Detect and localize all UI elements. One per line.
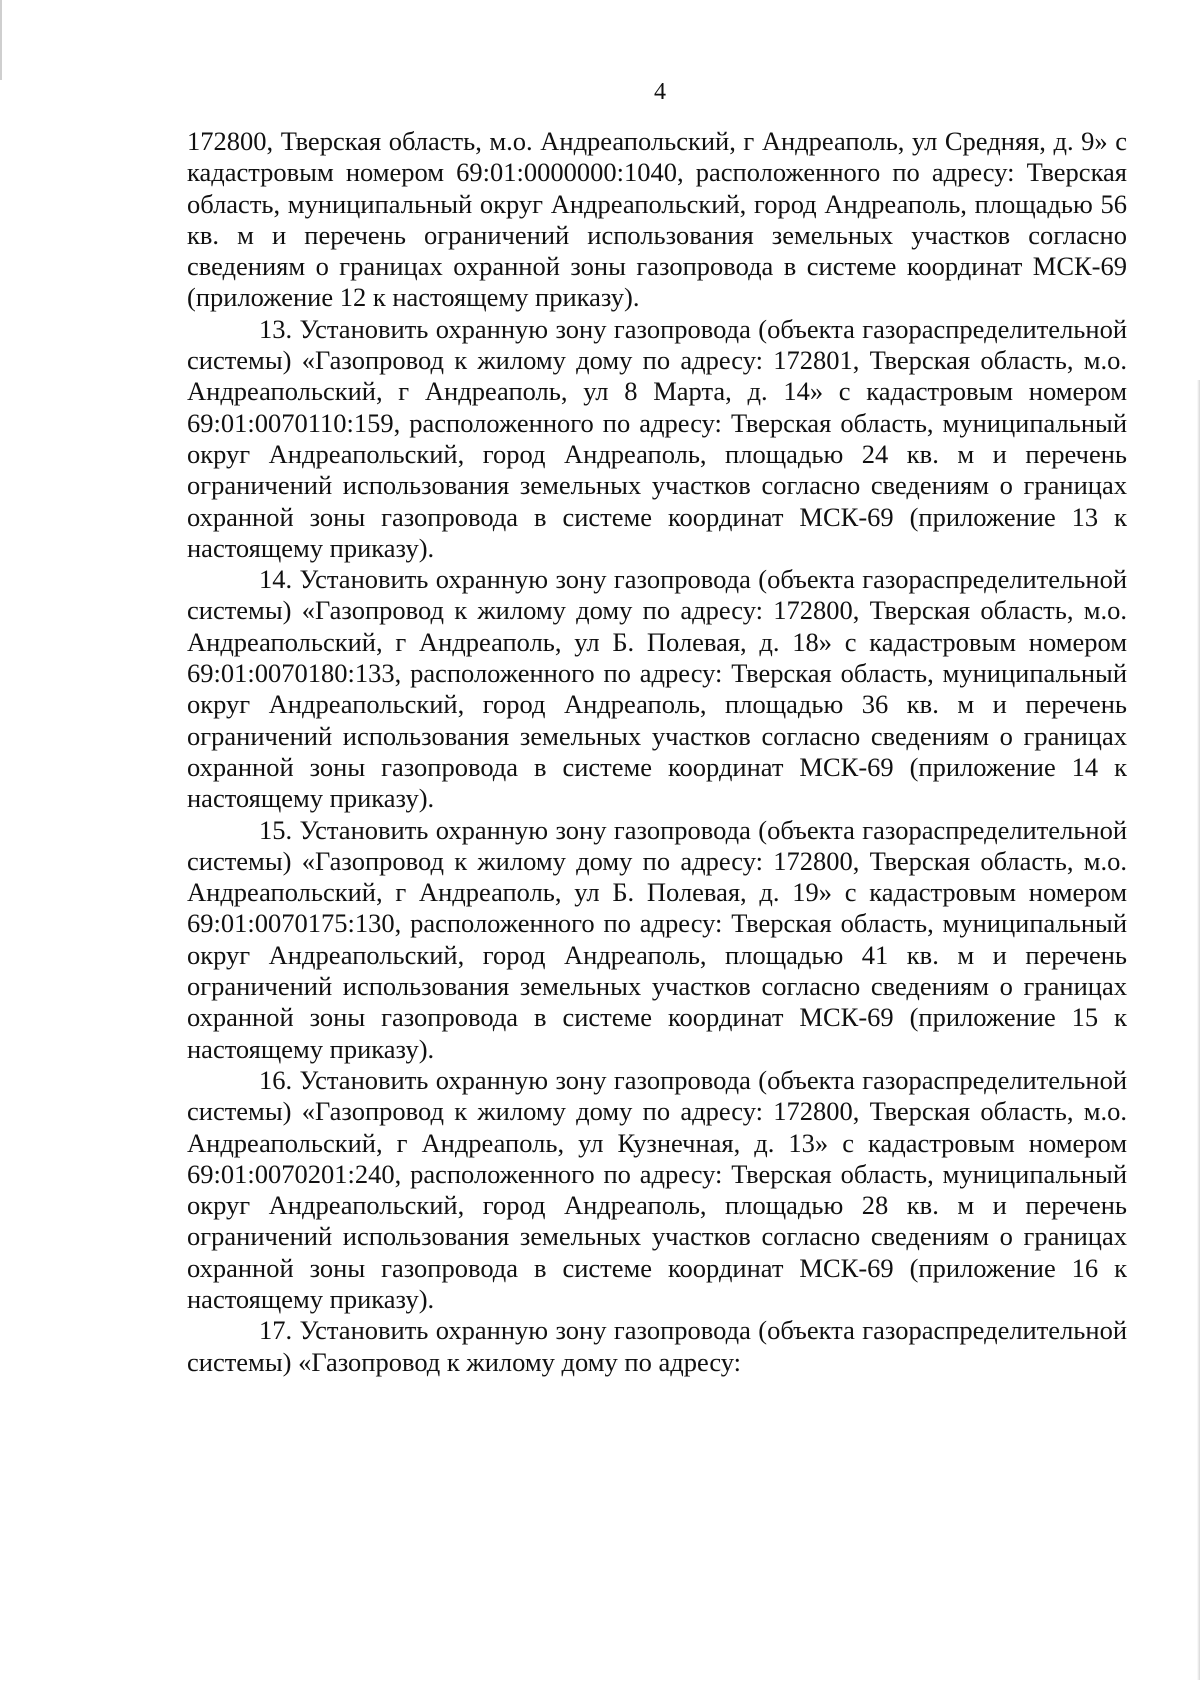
document-body [187, 126, 1127, 1378]
page-number: 4 [654, 79, 666, 105]
paragraph-item-17: 17. Установить охранную зону газопровода (объекта газораспределительной системы) «Газопровод к жилому дому по адресу: [187, 1315, 1127, 1377]
paragraph-continuation: 172800, Тверская область, м.о. Андреапольский, г Андреаполь, ул Средняя, д. 9» с кадастровым номером 69:01:0000000:1040, расположенного по адресу: Тверская область, муниципальный округ Андреапольский, город Андреаполь, площадью 56 кв. м и перечень ограничений использования земельных участков согласно сведениям о границах охранной зоны газопровода в системе координат МСК-69 (приложение 12 к настоящему приказу). [187, 126, 1127, 313]
paragraph-item-16: 16. Установить охранную зону газопровода (объекта газораспределительной системы) «Газопровод к жилому дому по адресу: 172800, Тверская область, м.о. Андреапольский, г Андреаполь, ул Кузнечная, д. 13» с кадастровым номером 69:01:0070201:240, расположенного по адресу: Тверская область, муниципальный округ Андреапольский, город Андреаполь, площадью 28 кв. м и перечень ограничений использования земельных участков согласно сведениям о границах охранной зоны газопровода в системе координат МСК-69 (приложение 16 к настоящему приказу). [187, 1064, 1127, 1314]
paragraph-item-15: 15. Установить охранную зону газопровода (объекта газораспределительной системы) «Газопровод к жилому дому по адресу: 172800, Тверская область, м.о. Андреапольский, г Андреаполь, ул Б. Полевая, д. 19» с кадастровым номером 69:01:0070175:130, расположенного по адресу: Тверская область, муниципальный округ Андреапольский, город Андреаполь, площадью 41 кв. м и перечень ограничений использования земельных участков согласно сведениям о границах охранной зоны газопровода в системе координат МСК-69 (приложение 15 к настоящему приказу). [187, 814, 1127, 1064]
paragraph-item-14: 14. Установить охранную зону газопровода (объекта газораспределительной системы) «Газопровод к жилому дому по адресу: 172800, Тверская область, м.о. Андреапольский, г Андреаполь, ул Б. Полевая, д. 18» с кадастровым номером 69:01:0070180:133, расположенного по адресу: Тверская область, муниципальный округ Андреапольский, город Андреаполь, площадью 36 кв. м и перечень ограничений использования земельных участков согласно сведениям о границах охранной зоны газопровода в системе координат МСК-69 (приложение 14 к настоящему приказу). [187, 564, 1127, 814]
paragraph-item-13: 13. Установить охранную зону газопровода (объекта газораспределительной системы) «Газопровод к жилому дому по адресу: 172801, Тверская область, м.о. Андреапольский, г Андреаполь, ул 8 Марта, д. 14» с кадастровым номером 69:01:0070110:159, расположенного по адресу: Тверская область, муниципальный округ Андреапольский, город Андреаполь, площадью 24 кв. м и перечень ограничений использования земельных участков согласно сведениям о границах охранной зоны газопровода в системе координат МСК-69 (приложение 13 к настоящему приказу). [187, 313, 1127, 563]
scan-edge [0, 0, 2, 80]
